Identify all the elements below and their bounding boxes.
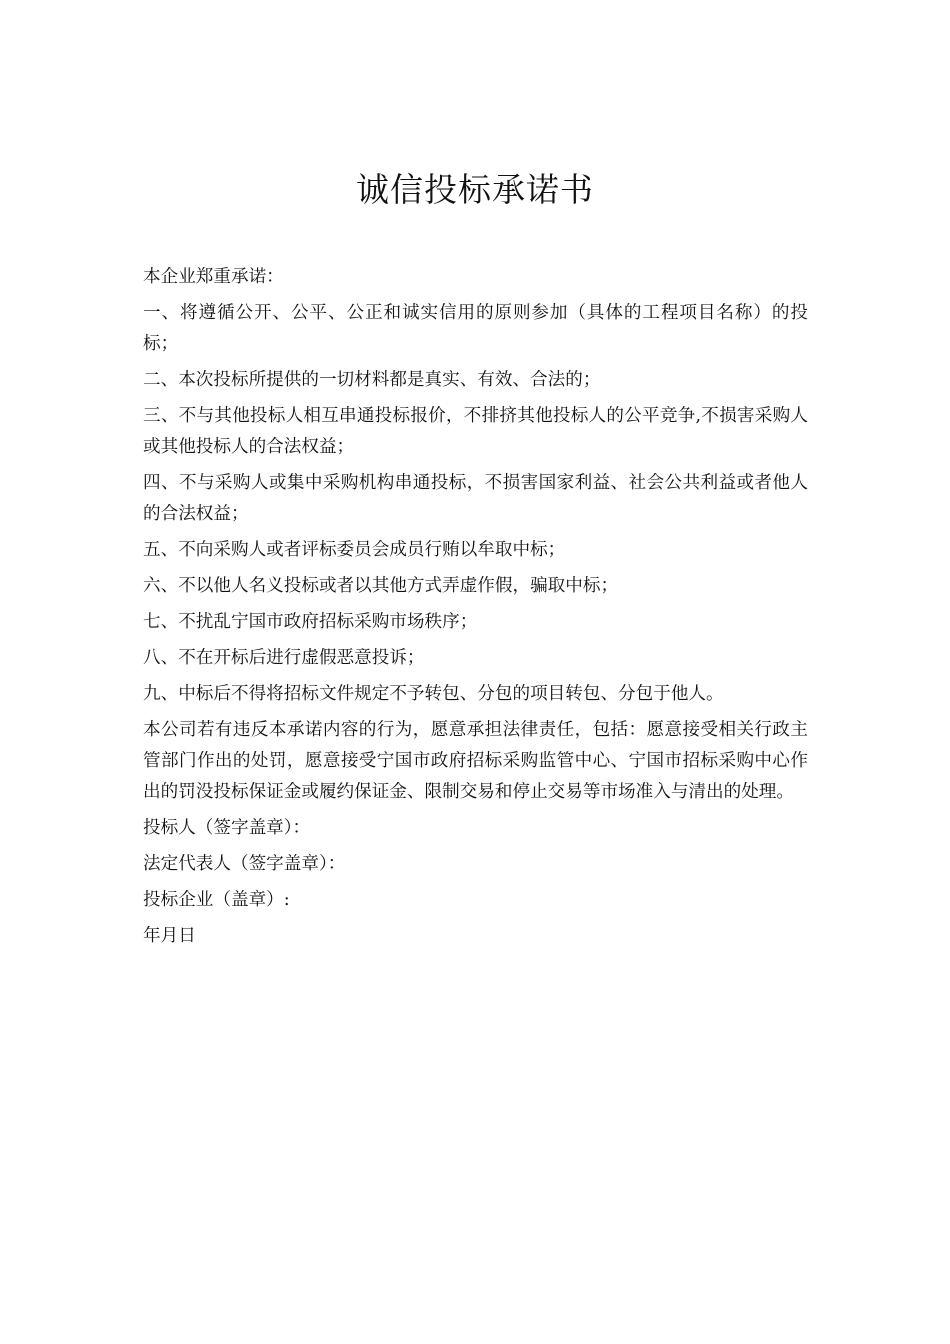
pledge-item-2: 二、本次投标所提供的一切材料都是真实、有效、合法的； [143,370,601,390]
pledge-item-8: 八、不在开标后进行虚假恶意投诉； [143,648,425,668]
closing-paragraph: 本公司若有违反本承诺内容的行为，愿意承担法律责任，包括：愿意接受相关行政主管部门作出的处罚，愿意接受宁国市政府招标采购监管中心、宁国市招标采购中心作出的罚没投标保证金或履约保证金、限制交易和停止交易等市场准入与清出的处理。 [143,720,808,802]
pledge-item-6: 六、不以他人名义投标或者以其他方式弄虚作假，骗取中标； [143,576,619,596]
pledge-item-3: 三、不与其他投标人相互串通投标报价，不排挤其他投标人的公平竞争,不损害采购人或其他投标人的合法权益； [143,406,808,457]
date-line: 年月日 [143,926,196,946]
pledge-item-9: 九、中标后不得将招标文件规定不予转包、分包的项目转包、分包于他人。 [143,684,724,704]
document-body [143,262,808,957]
pledge-item-1: 一、将遵循公开、公平、公正和诚实信用的原则参加（具体的工程项目名称）的投标； [143,303,808,354]
pledge-item-7: 七、不扰乱宁国市政府招标采购市场秩序； [143,612,478,632]
bidder-signature-line: 投标人（签字盖章）： [143,818,311,838]
company-seal-line: 投标企业（盖章）: [143,890,290,910]
pledge-item-5: 五、不向采购人或者评标委员会成员行贿以牟取中标； [143,540,566,560]
legal-rep-signature-line: 法定代表人（签字盖章）： [143,854,346,874]
document-title: 诚信投标承诺书 [356,170,594,209]
pledge-item-4: 四、不与采购人或集中采购机构串通投标，不损害国家利益、社会公共利益或者他人的合法权益； [143,473,808,524]
intro-paragraph: 本企业郑重承诺： [143,267,284,287]
